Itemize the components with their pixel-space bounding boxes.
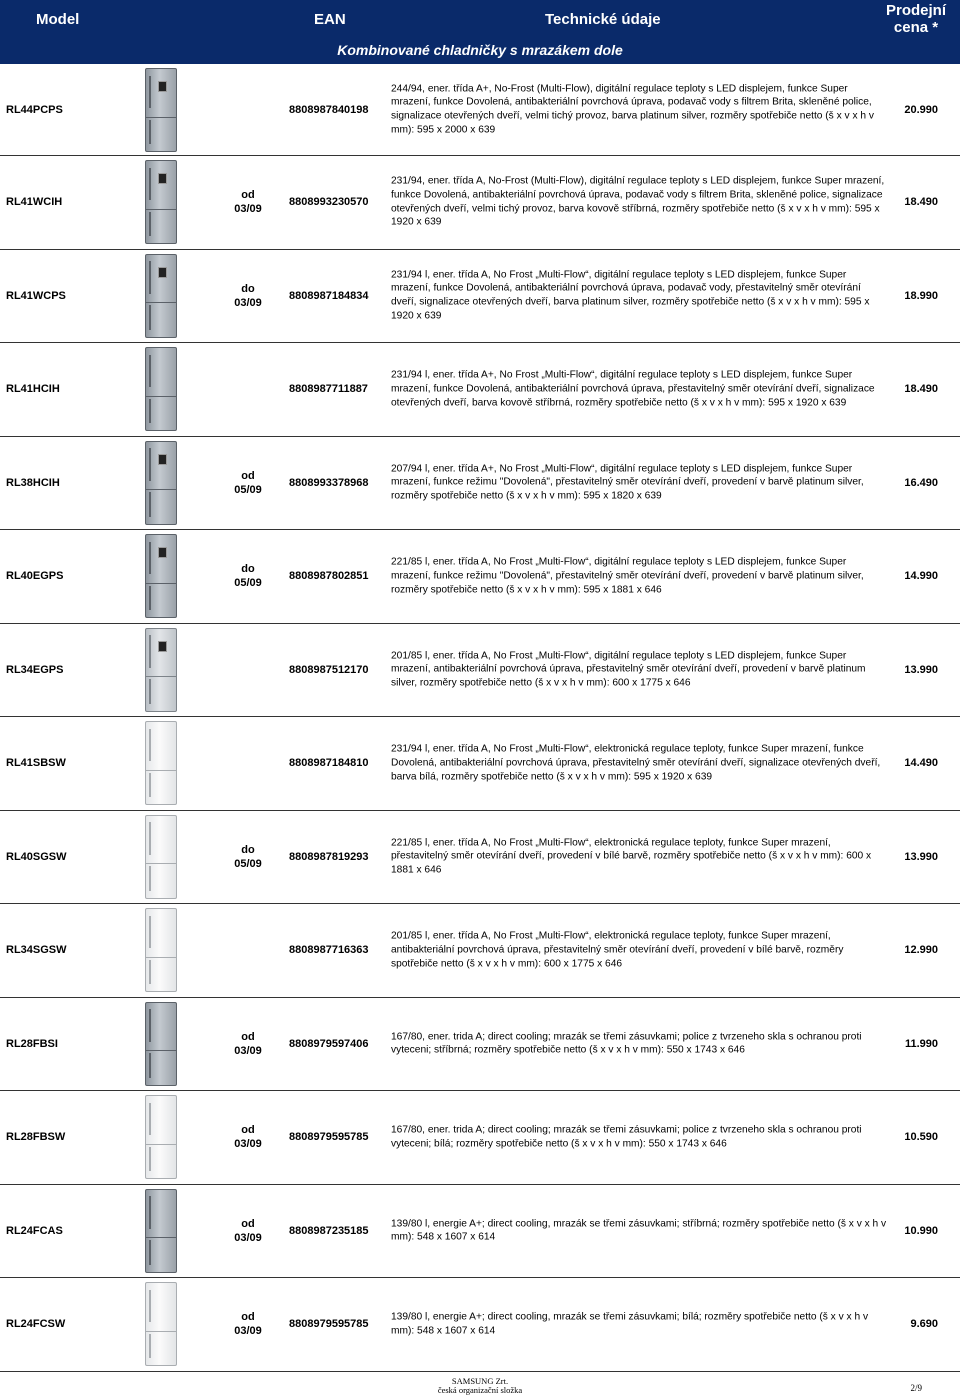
model-name: RL40EGPS bbox=[6, 570, 64, 583]
availability-period bbox=[228, 188, 268, 216]
fridge-product-image bbox=[145, 628, 177, 712]
model-name: RL40SGSW bbox=[6, 850, 67, 863]
fridge-product-image bbox=[145, 347, 177, 431]
retail-price: 18.490 bbox=[904, 383, 938, 396]
ean-code: 8808987840198 bbox=[289, 103, 369, 116]
fridge-product-image bbox=[145, 721, 177, 805]
fridge-product-image bbox=[145, 254, 177, 338]
period-date: 03/09 bbox=[234, 203, 262, 216]
ean-code: 8808987819293 bbox=[289, 850, 369, 863]
model-name: RL28FBSI bbox=[6, 1037, 58, 1050]
retail-price: 14.490 bbox=[904, 757, 938, 770]
table-header bbox=[0, 0, 960, 64]
table-row bbox=[0, 250, 960, 344]
period-word: od bbox=[241, 469, 255, 482]
period-word: od bbox=[241, 1311, 255, 1324]
technical-description: 231/94 l, ener. třída A, No Frost „Multi-Flow“, elektronická regulace teploty, funkce Super mrazení, funkce Dovolená, antibakteriální povrchová úprava, přestavitelný směr otevírání dveří, signalizace otevřených dveří, barva bílá, rozměry spotřebiče netto (š x v x h v mm): 595 x 1920 x 639 bbox=[391, 743, 881, 783]
column-header-ean: EAN bbox=[314, 11, 346, 28]
technical-description: 231/94 l, ener. třída A, No Frost „Multi-Flow“, digitální regulace teploty s LED displejem, funkce Super mrazení, funkce Dovolená, antibakteriální povrchová úprava, podavač vody, přestavitelný směr otevírání dveří, signalizace otevřených dveří, barva platinum silver, rozměry spotřebiče netto (š x v x h v mm): 595 x 1920 x 639 bbox=[391, 269, 870, 322]
period-word: od bbox=[241, 1030, 255, 1043]
table-row bbox=[0, 998, 960, 1092]
retail-price: 12.990 bbox=[904, 944, 938, 957]
period-date: 03/09 bbox=[234, 1231, 262, 1244]
availability-period bbox=[228, 562, 268, 590]
period-word: od bbox=[241, 189, 255, 202]
ean-code: 8808987235185 bbox=[289, 1224, 369, 1237]
table-row bbox=[0, 64, 960, 156]
section-subtitle: Kombinované chladničky s mrazákem dole bbox=[337, 42, 623, 58]
model-name: RL41SBSW bbox=[6, 757, 66, 770]
period-date: 05/09 bbox=[234, 577, 262, 590]
technical-description: 167/80, ener. trida A; direct cooling; mrazák se třemi zásuvkami; police z tvrzeneho skla s ochranou proti vyteceni; stříbrná; rozměry spotřebiče netto (š x v x h v mm): 550 x 1743 x 646 bbox=[391, 1031, 862, 1056]
retail-price: 18.490 bbox=[904, 196, 938, 209]
footer-company bbox=[0, 1377, 960, 1395]
price-header-line1: Prodejní bbox=[885, 2, 946, 19]
table-row bbox=[0, 156, 960, 250]
fridge-product-image bbox=[145, 68, 177, 152]
table-row bbox=[0, 437, 960, 531]
model-name: RL24FCAS bbox=[6, 1224, 63, 1237]
availability-period bbox=[228, 282, 268, 310]
period-word: do bbox=[241, 843, 255, 856]
ean-code: 8808979597406 bbox=[289, 1037, 369, 1050]
table-row bbox=[0, 530, 960, 624]
retail-price: 18.990 bbox=[904, 289, 938, 302]
column-header-model: Model bbox=[36, 11, 80, 28]
retail-price: 16.490 bbox=[904, 476, 938, 489]
ean-code: 8808993230570 bbox=[289, 196, 369, 209]
ean-code: 8808993378968 bbox=[289, 476, 369, 489]
ean-code: 8808979595785 bbox=[289, 1318, 369, 1331]
retail-price: 20.990 bbox=[904, 103, 938, 116]
period-word: od bbox=[241, 1217, 255, 1230]
table-row bbox=[0, 811, 960, 905]
technical-description: 201/85 l, ener. třída A, No Frost „Multi-Flow“, digitální regulace teploty s LED displejem, funkce Super mrazení, antibakteriální povrchová úprava, přestavitelný směr otevírání dveří, provedení v barvě platinum silver, rozměry spotřebiče netto (š x v x h v mm): 600 x 1775 x 646 bbox=[391, 650, 866, 689]
column-header-price bbox=[886, 2, 946, 36]
retail-price: 11.990 bbox=[904, 1037, 938, 1050]
availability-period bbox=[228, 1310, 268, 1338]
fridge-product-image bbox=[145, 534, 177, 618]
ean-code: 8808987716363 bbox=[289, 944, 369, 957]
column-header-tech: Technické údaje bbox=[545, 11, 661, 28]
retail-price: 10.990 bbox=[904, 1224, 938, 1237]
model-name: RL24FCSW bbox=[6, 1318, 66, 1331]
period-word: do bbox=[241, 282, 255, 295]
fridge-product-image bbox=[145, 160, 177, 244]
table-row bbox=[0, 1278, 960, 1372]
retail-price: 13.990 bbox=[904, 663, 938, 676]
availability-period bbox=[228, 469, 268, 497]
fridge-product-image bbox=[145, 1002, 177, 1086]
technical-description: 244/94, ener. třída A+, No-Frost (Multi-Flow), digitální regulace teploty s LED displejem, funkce Super mrazení, funkce Dovolená, antibakteriální povrchová úprava, podavač vody s filtrem Brita, skleněné police, signalizace otevřených dveří, velmi tichý provoz, barva platinum silver, rozměry spotřebiče netto (š x v x h v mm): 595 x 2000 x 639 bbox=[391, 83, 874, 136]
period-date: 03/09 bbox=[234, 1044, 262, 1057]
ean-code: 8808987802851 bbox=[289, 570, 369, 583]
availability-period bbox=[228, 1030, 268, 1058]
table-row bbox=[0, 717, 960, 811]
technical-description: 221/85 l, ener. třída A, No Frost „Multi-Flow“, elektronická regulace teploty, funkce Super mrazení, přestavitelný směr otevírání dveří, provedení v bílé barvě, rozměry spotřebiče netto (š x v x h v mm): 600 x 1881 x 646 bbox=[391, 837, 872, 876]
table-row bbox=[0, 1185, 960, 1279]
technical-description: 201/85 l, ener. třída A, No Frost „Multi-Flow“, elektronická regulace teploty, funkce Super mrazení, antibakteriální povrchová úprava, přestavitelný směr otevírání dveří, provedení v bílé barvě, rozměry spotřebiče netto (š x v x h v mm): 600 x 1775 x 646 bbox=[391, 930, 844, 970]
period-date: 05/09 bbox=[234, 483, 262, 496]
price-header-line2: cena * bbox=[893, 19, 939, 36]
model-name: RL41WCPS bbox=[6, 289, 66, 302]
technical-description: 139/80 l, energie A+; direct cooling, mrazák se třemi zásuvkami; bílá; rozměry spotřebiče netto (š x v x h v mm): 548 x 1607 x 614 bbox=[391, 1311, 869, 1337]
period-date: 03/09 bbox=[234, 296, 262, 309]
availability-period bbox=[228, 1217, 268, 1245]
model-name: RL44PCPS bbox=[6, 103, 63, 116]
table-row bbox=[0, 624, 960, 718]
table-row bbox=[0, 343, 960, 437]
fridge-product-image bbox=[145, 441, 177, 525]
retail-price: 14.990 bbox=[904, 570, 938, 583]
period-word: od bbox=[241, 1124, 255, 1137]
availability-period bbox=[228, 843, 268, 871]
ean-code: 8808979595785 bbox=[289, 1131, 369, 1144]
fridge-product-image bbox=[145, 815, 177, 899]
availability-period bbox=[228, 1123, 268, 1151]
model-name: RL34SGSW bbox=[6, 944, 67, 957]
model-name: RL28FBSW bbox=[6, 1131, 66, 1144]
retail-price: 10.590 bbox=[904, 1131, 938, 1144]
technical-description: 139/80 l, energie A+; direct cooling, mrazák se třemi zásuvkami; stříbrná; rozměry spotřebiče netto (š x v x h v mm): 548 x 1607 x 614 bbox=[391, 1218, 887, 1243]
retail-price: 9.690 bbox=[910, 1318, 938, 1331]
period-date: 03/09 bbox=[234, 1325, 262, 1338]
technical-description: 221/85 l, ener. třída A, No Frost „Multi-Flow“, digitální regulace teploty s LED displejem, funkce Super mrazení, funkce režimu "Dovolená", přestavitelný směr otevírání dveří, provedení v barvě platinum silver, rozměry spotřebiče netto (š x v x h v mm): 595 x 1881 x 646 bbox=[391, 556, 864, 596]
table-row bbox=[0, 1091, 960, 1185]
technical-description: 231/94 l, ener. třída A+, No Frost „Multi-Flow“, digitální regulace teploty s LED displejem, funkce Super mrazení, funkce Dovolená, antibakteriální povrchová úprava, přestavitelný směr otevírání dveří, signalizace otevřených dveří, barva kovově stříbrná, rozměry spotřebiče netto (š x v x h v mm): 595 x 1920 x 639 bbox=[391, 369, 875, 409]
model-name: RL41HCIH bbox=[6, 383, 60, 396]
ean-code: 8808987184810 bbox=[289, 757, 369, 770]
ean-code: 8808987512170 bbox=[289, 663, 369, 676]
model-name: RL34EGPS bbox=[6, 663, 64, 676]
fridge-product-image bbox=[145, 1189, 177, 1273]
footer-company-line2: česká organizační složka bbox=[437, 1385, 523, 1395]
fridge-product-image bbox=[145, 1282, 177, 1366]
table-row bbox=[0, 904, 960, 998]
technical-description: 231/94, ener. třída A, No-Frost (Multi-Flow), digitální regulace teploty s LED displejem, funkce Super mrazení, funkce Dovolená, antibakteriální povrchová úprava, podavač vody s filtrem Brita, skleněné police, signalizace otevřených dveří, velmi tichý provoz, barva kovově stříbrná, rozměry spotřebiče netto (š x v x h v mm): 595 x 1920 x 639 bbox=[391, 175, 885, 228]
page-number: 2/9 bbox=[910, 1383, 922, 1393]
technical-description: 207/94 l, ener. třída A+, No Frost „Multi-Flow“, digitální regulace teploty s LED displejem, funkce Super mrazení, funkce režimu "Dovolená", přestavitelný směr otevírání dveří, provedení v barvě platinum silver, rozměry spotřebiče netto (š x v x h v mm): 595 x 1820 x 639 bbox=[391, 463, 864, 502]
fridge-product-image bbox=[145, 1095, 177, 1179]
period-date: 03/09 bbox=[234, 1138, 262, 1151]
period-date: 05/09 bbox=[234, 857, 262, 870]
model-name: RL38HCIH bbox=[6, 476, 60, 489]
retail-price: 13.990 bbox=[904, 850, 938, 863]
model-name: RL41WCIH bbox=[6, 196, 63, 209]
technical-description: 167/80, ener. trida A; direct cooling; mrazák se třemi zásuvkami; police z tvrzeneho skla s ochranou proti vyteceni; bílá; rozměry spotřebiče netto (š x v x h v mm): 550 x 1743 x 646 bbox=[391, 1124, 862, 1150]
fridge-product-image bbox=[145, 908, 177, 992]
period-word: do bbox=[241, 563, 255, 576]
footer-company-line1: SAMSUNG Zrt. bbox=[451, 1376, 509, 1386]
product-table bbox=[0, 64, 960, 1372]
ean-code: 8808987711887 bbox=[289, 383, 368, 396]
ean-code: 8808987184834 bbox=[289, 289, 369, 302]
